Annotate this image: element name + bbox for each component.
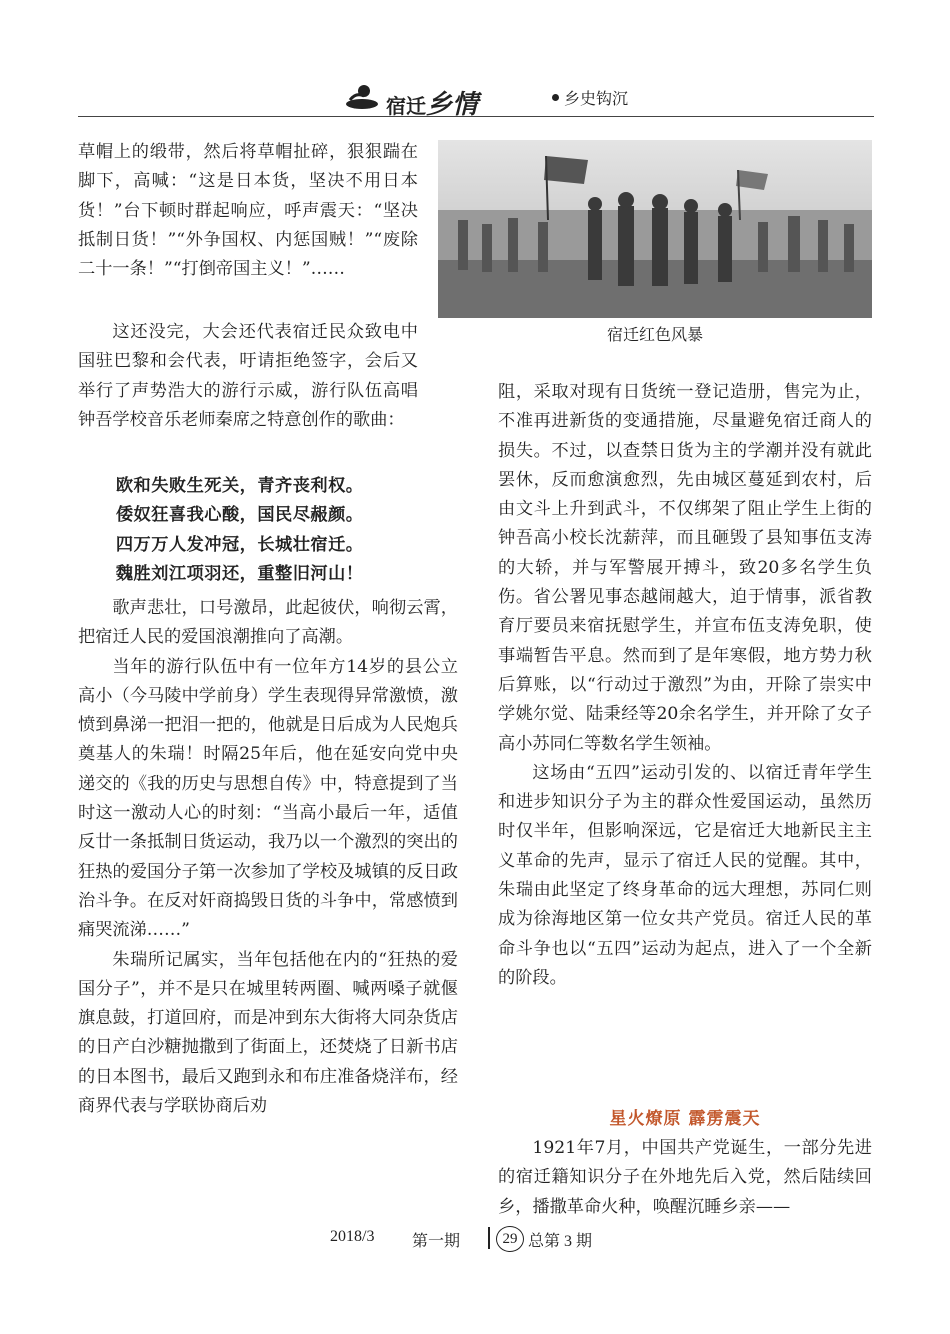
magazine-brand: [386, 84, 478, 121]
issue-date: 2018/3: [330, 1228, 375, 1245]
right-column-bottom: [498, 1134, 872, 1222]
total-issue: 总第 3 期: [528, 1233, 593, 1250]
paragraph-text: 这还没完，大会还代表宿迁民众致电中国驻巴黎和会代表，吁请拒绝签字，会后又举行了声势浩大的游行示威，游行队伍高唱钟吾学校音乐老师秦席之特意创作的歌曲：: [78, 322, 418, 430]
page-number: 29: [496, 1226, 524, 1252]
paragraph: 草帽上的缎带，然后将草帽扯碎，狠狠踹在脚下，高喊：“这是日本货，坚决不用日本货！”台下顿时群起响应，呼声震天：“坚决抵制日货！”“外争国权、内惩国贼！”“废除二十一条！”“打倒帝国主义！”……: [78, 142, 418, 280]
photo-caption: 宿迁红色风暴: [606, 325, 703, 344]
paragraph: 歌声悲壮，口号激昂，此起彼伏，响彻云霄，把宿迁人民的爱国浪潮推向了高潮。: [78, 598, 458, 648]
poem-line: 倭奴狂喜我心酸，国民尽赧颜。: [115, 505, 364, 526]
section-name: 乡史钩沉: [564, 89, 629, 108]
page-header: [78, 78, 874, 120]
paragraph: 朱瑞所记属实，当年包括他在内的“狂热的爱国分子”，并不是只在城里转两圈、喊两嗓子就偃旗息鼓，打道回府，而是冲到东大街将大同杂货店的日产白沙糖抛撒到了街面上，还焚烧了日新书店的日本图书，最后又跑到永和布庄准备烧洋布，经商界代表与学联协商后劝: [78, 949, 458, 1117]
brand-title: 乡情: [426, 90, 479, 120]
paragraph: [78, 318, 418, 435]
left-column-top: [78, 138, 418, 284]
paragraph: 当年的游行队伍中有一位年方14岁的县公立高小（今马陵中学前身）学生表现得异常激愤，激愤到鼻涕一把泪一把的，他就是日后成为人民炮兵奠基人的朱瑞！时隔25年后，他在延安向党中央递交的《我的历史与思想自传》中，特意提到了当时这一激动人心的时刻：“当高小最后一年，适值反廿一条抵制日货运动，我乃以一个激烈的突出的狂热的爱国分子第一次参加了学校及城镇的反日政治斗争。在反对奸商捣毁日货的斗争中，常感愤到痛哭流涕……”: [78, 656, 458, 941]
poem-line: 魏胜刘江项羽还，重整旧河山！: [115, 563, 364, 584]
issue-number: 第一期: [412, 1233, 461, 1250]
paragraph: 1921年7月，中国共产党诞生，一部分先进的宿迁籍知识分子在外地先后入党，然后陆续回乡，播撒革命火种，唤醒沉睡乡亲——: [498, 1138, 872, 1217]
brand-place: 宿迁: [386, 94, 426, 118]
poem-line: 四万万人发冲冠，长城壮宿迁。: [115, 534, 364, 555]
paragraph: 这场由“五四”运动引发的、以宿迁青年学生和进步知识分子为主的群众性爱国运动，虽然历时仅半年，但影响深远，它是宿迁大地新民主主义革命的先声，显示了宿迁人民的觉醒。其中，朱瑞由此坚定了终身革命的远大理想，苏同仁则成为徐海地区第一位女共产党员。宿迁人民的革命斗争也以“五四”运动为起点，进入了一个全新的阶段。: [498, 762, 872, 988]
section-heading: 星火燎原 霹雳震天: [609, 1109, 761, 1129]
poem-line: 欧和失败生死关，青齐丧利权。: [115, 476, 364, 496]
footer-divider: [488, 1227, 490, 1249]
poem: [78, 472, 458, 589]
magazine-logo-icon: [344, 82, 380, 112]
bullet-icon: [552, 94, 559, 101]
left-column-bottom: [78, 594, 458, 1121]
right-column: [498, 378, 872, 993]
page-footer: [300, 1226, 660, 1252]
historical-photo: [438, 140, 872, 318]
left-column-mid: [78, 318, 418, 435]
paragraph: 阻，采取对现有日货统一登记造册，售完为止，不准再进新货的变通措施，尽量避免宿迁商人的损失。不过，以查禁日货为主的学潮并没有就此罢休，反而愈演愈烈，先由城区蔓延到农村，后由文斗上升到武斗，不仅绑架了阻止学生上街的钟吾高小校长沈薪萍，而且砸毁了县知事伍支涛的大轿，并与军警展开搏斗，致20多名学生负伤。省公署见事态越闹越大，迫于情事，派省教育厅要员来宿抚慰学生，并宣布伍支涛免职，使事端暂告平息。然而到了是年寒假，地方势力秋后算账，以“行动过于激烈”为由，开除了崇实中学姚尔觉、陆秉经等20余名学生，并开除了女子高小苏同仁等数名学生领袖。: [498, 382, 872, 754]
